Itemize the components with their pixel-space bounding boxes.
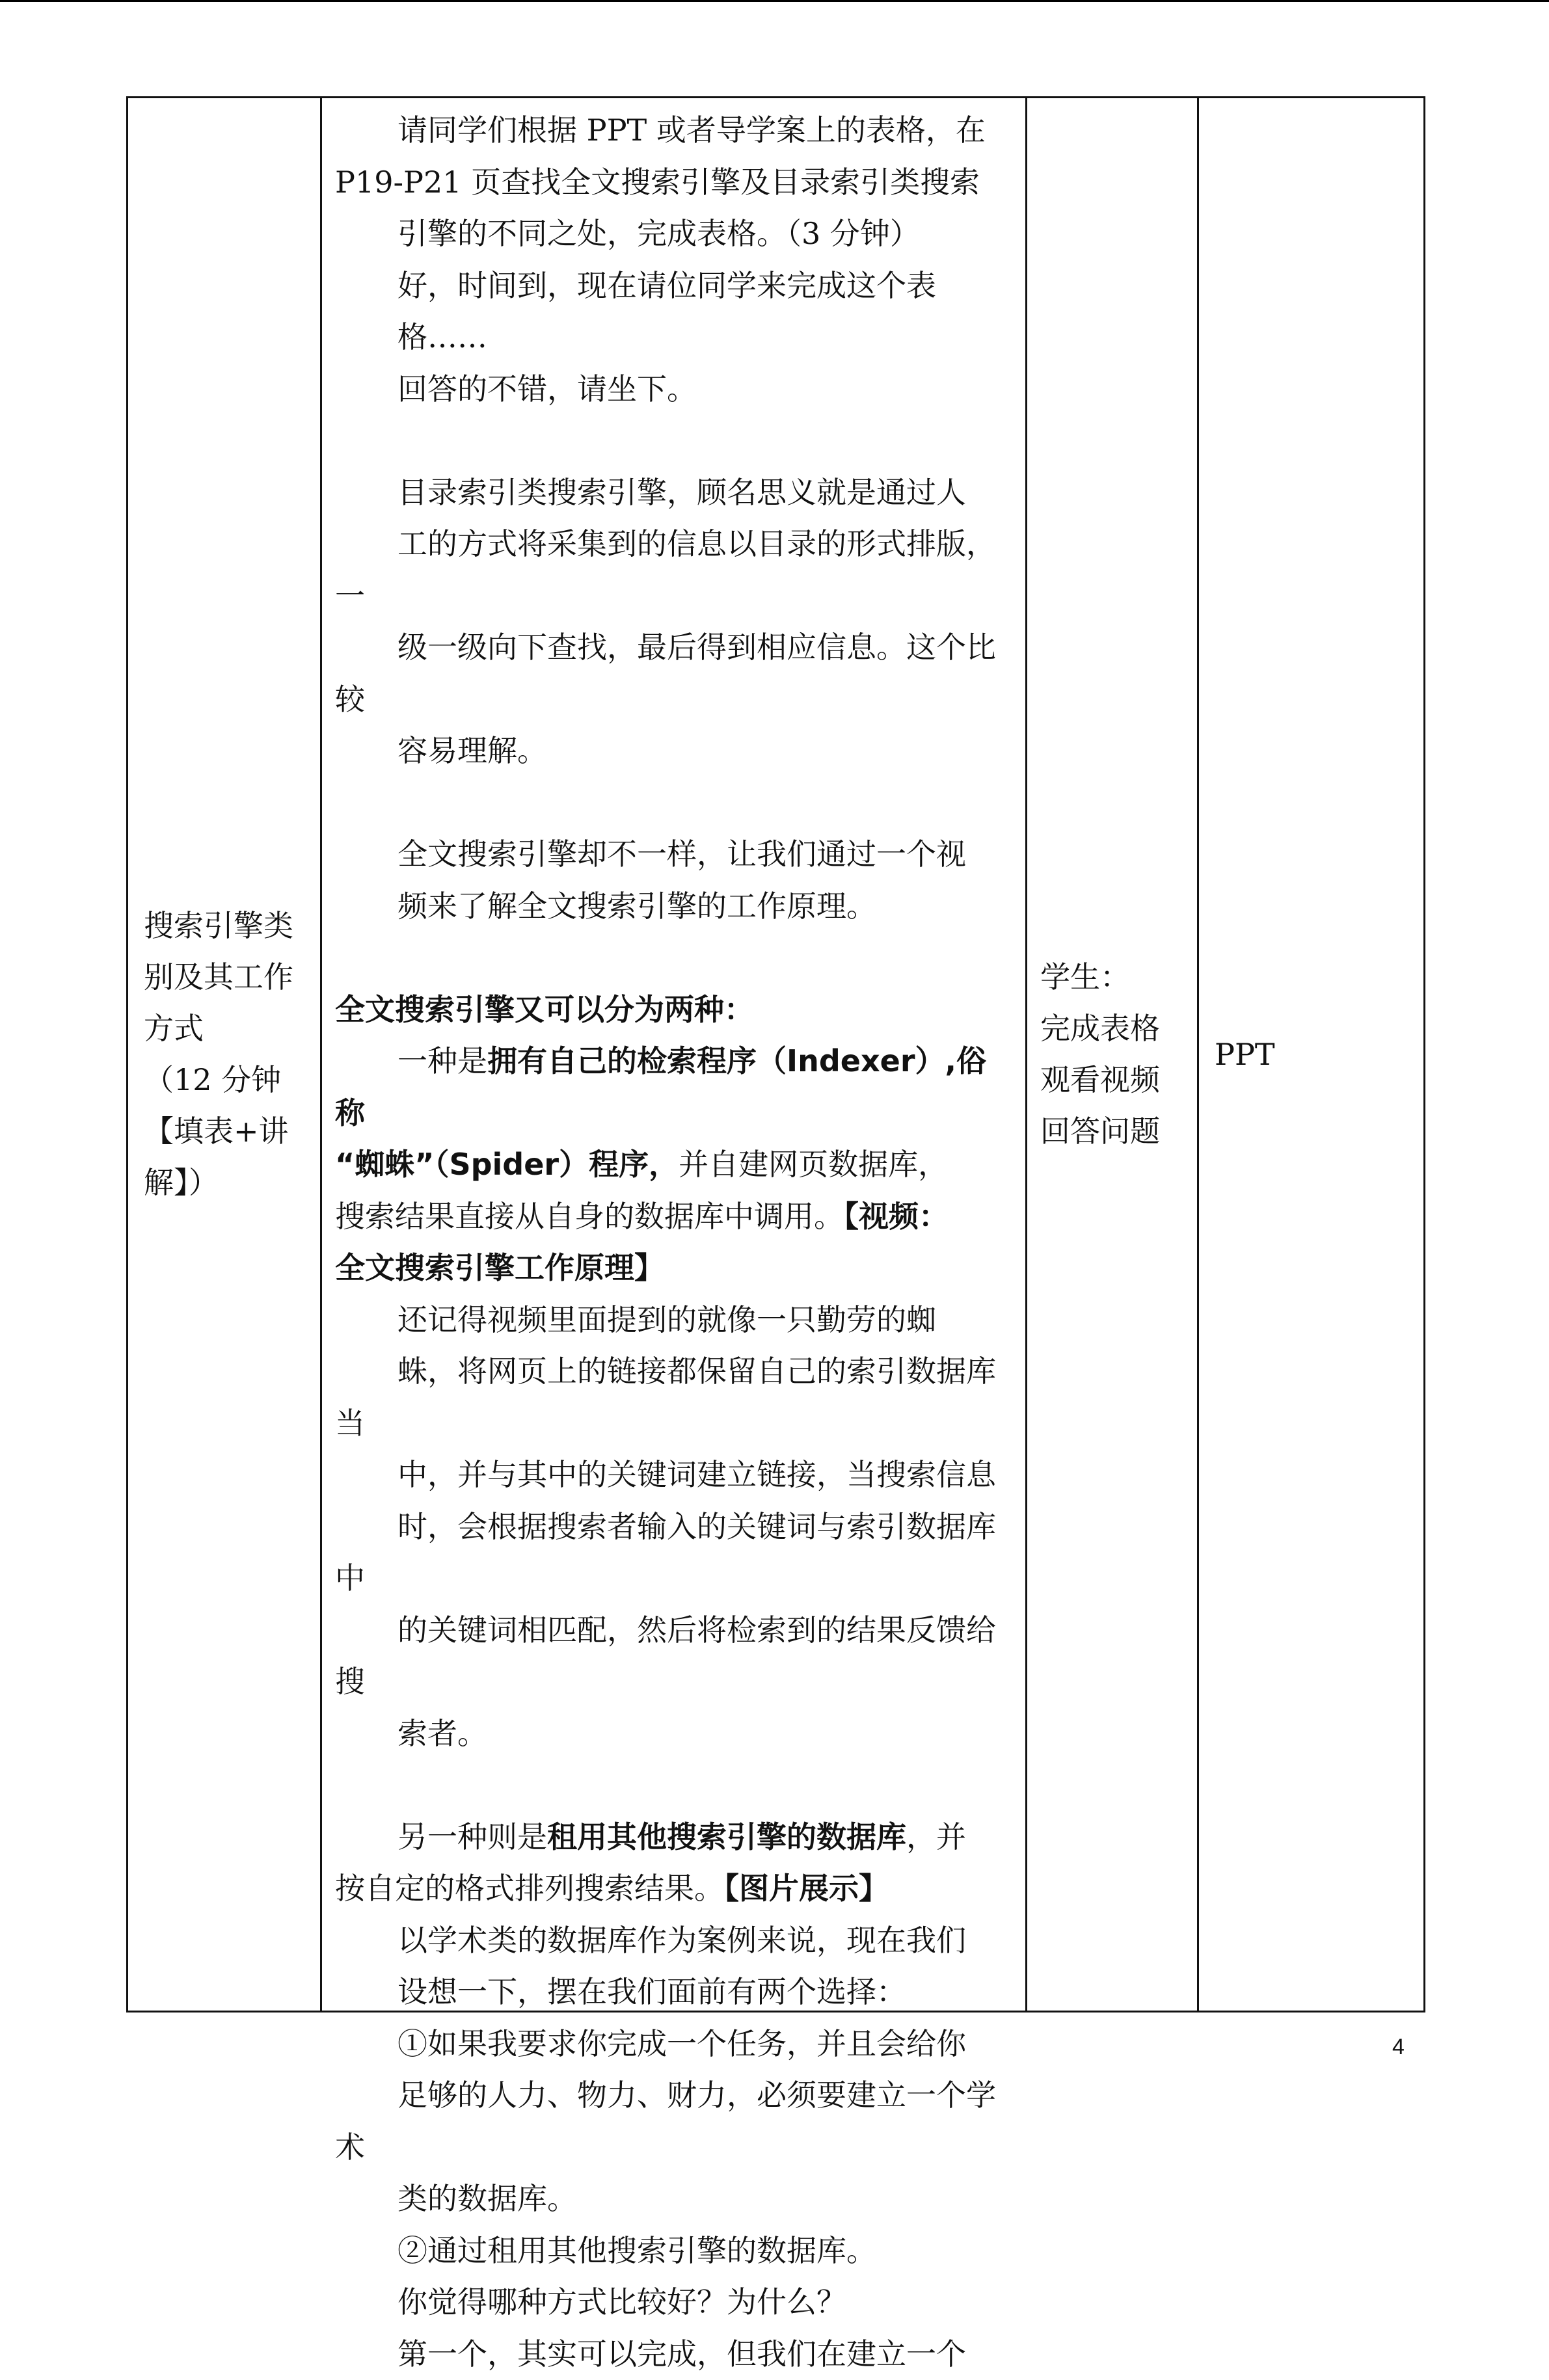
blank-line (335, 1759, 1012, 1812)
fulltext-types-heading: 全文搜索引擎又可以分为两种： (335, 984, 1012, 1036)
lesson-plan-table (126, 96, 1425, 2012)
student-activity-line: 学生： (1040, 952, 1183, 1003)
paragraph-table-task: 请同学们根据 PPT 或者导学案上的表格，在 P19-P21 页查找全文搜索引擎及目录索引类搜索 引擎的不同之处，完成表格。（3 分钟） (335, 105, 1012, 260)
topic-cell (128, 98, 321, 2012)
paragraph-option-two: ②通过租用其他搜索引擎的数据库。 (335, 2225, 1012, 2277)
page-number: 4 (1392, 2035, 1405, 2060)
media-label: PPT (1215, 1037, 1275, 1072)
paragraph-option-one: ①如果我要求你完成一个任务，并且会给你 足够的人力、物力、财力，必须要建立一个学术 类的数据库。 (335, 2018, 1012, 2225)
blank-line (335, 777, 1012, 829)
student-activity-line: 回答问题 (1040, 1106, 1183, 1157)
paragraph-question: 你觉得哪种方式比较好？为什么？ (335, 2277, 1012, 2329)
student-activity-line: 观看视频 (1040, 1054, 1183, 1106)
topic-line: 搜索引擎类 (144, 900, 314, 952)
paragraph-time-up: 好，时间到，现在请位同学来完成这个表 格…… (335, 260, 1012, 364)
paragraph-case-intro: 以学术类的数据库作为案例来说，现在我们 设想一下，摆在我们面前有两个选择： (335, 1915, 1012, 2018)
paragraph-directory-engine: 目录索引类搜索引擎，顾名思义就是通过人 工的方式将采集到的信息以目录的形式排版，一 级一级向下查找，最后得到相应信息。这个比较 容易理解。 (335, 467, 1012, 777)
paragraph-spider-explanation: 还记得视频里面提到的就像一只勤劳的蜘 蛛，将网页上的链接都保留自己的索引数据库当 中，并与其中的关键词建立链接，当搜索信息 时，会根据搜索者输入的关键词与索引数据库中 的关键词相匹配，然后将检索到的结果反馈给搜 索者。 (335, 1294, 1012, 1760)
student-activity-line: 完成表格 (1040, 1003, 1183, 1054)
blank-line (335, 415, 1012, 467)
paragraph-answer-start: 第一个，其实可以完成，但我们在建立一个 (335, 2329, 1012, 2380)
paragraph-type-one: 一种是拥有自己的检索程序（Indexer）,俗称 “蜘蛛”（Spider）程序，并自建网页数据库， 搜索结果直接从自身的数据库中调用。【视频： 全文搜索引擎工作原理】 (335, 1036, 1012, 1294)
table-row (128, 98, 1425, 2012)
paragraph-fulltext-intro: 全文搜索引擎却不一样，让我们通过一个视 频来了解全文搜索引擎的工作原理。 (335, 829, 1012, 932)
page-top-rule (0, 0, 1549, 2)
teaching-content-cell (321, 98, 1027, 2012)
media-cell (1198, 98, 1425, 2012)
topic-line: （12 分钟 (144, 1054, 314, 1106)
blank-line (335, 932, 1012, 984)
topic-line: 别及其工作 (144, 952, 314, 1003)
topic-line: 【填表+讲 (144, 1106, 314, 1157)
topic-line: 解】） (144, 1157, 314, 1209)
topic-line: 方式 (144, 1003, 314, 1054)
student-activity-cell (1027, 98, 1198, 2012)
paragraph-praise: 回答的不错，请坐下。 (335, 364, 1012, 416)
paragraph-type-two: 另一种则是租用其他搜索引擎的数据库，并 按自定的格式排列搜索结果。【图片展示】 (335, 1812, 1012, 1915)
